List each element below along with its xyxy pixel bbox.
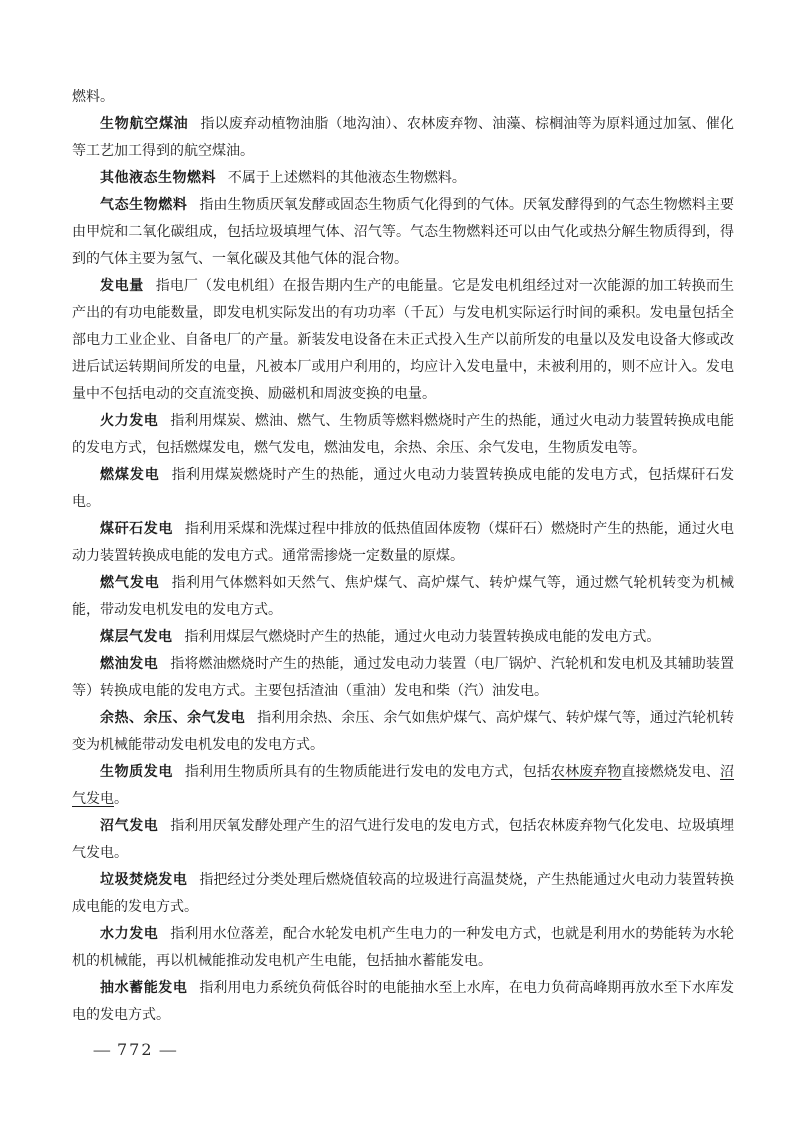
- definition-paragraph: [72, 462, 734, 516]
- definition-paragraph: [72, 408, 734, 462]
- page-footer: [88, 1036, 183, 1065]
- footer-left-dash: —: [92, 1043, 113, 1059]
- definition-text: 指把经过分类处理后燃烧值较高的垃圾进行高温焚烧，产生热能通过火电动力装置转换成电能的发电方式。: [72, 872, 735, 915]
- term-label: 垃圾焚烧发电: [100, 872, 188, 888]
- page-number: 772: [117, 1040, 154, 1059]
- definition-paragraph: [72, 624, 734, 651]
- definition-text: 指利用煤炭燃烧时产生的热能，通过火电动力装置转换成电能的发电方式，包括煤矸石发电。: [72, 467, 735, 510]
- term-label: 煤矸石发电: [100, 521, 173, 537]
- definition-text: 指利用水位落差，配合水轮发电机产生电力的一种发电方式，也就是利用水的势能转为水轮机的机械能，再以机械能推动发电机产生电能，包括抽水蓄能发电。: [72, 926, 735, 969]
- definition-text: 指将燃油燃烧时产生的热能，通过发电动力装置（电厂锅炉、汽轮机和发电机及其辅助装置等）转换成电能的发电方式。主要包括渣油（重油）发电和柴（汽）油发电。: [72, 656, 735, 699]
- definition-text: 指利用气体燃料如天然气、焦炉煤气、高炉煤气、转炉煤气等，通过燃气轮机转变为机械能，带动发电机发电的发电方式。: [72, 575, 735, 618]
- definition-text: 指利用余热、余压、余气如焦炉煤气、高炉煤气、转炉煤气等，通过汽轮机转变为机械能带动发电机发电的发电方式。: [72, 710, 735, 753]
- definition-text: 指利用厌氧发酵处理产生的沼气进行发电的发电方式，包括农林废弃物气化发电、垃圾填埋气发电。: [72, 818, 735, 861]
- term-label: 水力发电: [100, 926, 159, 942]
- definition-paragraph: [72, 705, 734, 759]
- definition-paragraph: [72, 111, 734, 165]
- document-body: [72, 84, 734, 1029]
- definition-paragraph: [72, 570, 734, 624]
- definition-text: 指以废弃动植物油脂（地沟油）、农林废弃物、油藻、棕榈油等为原料通过加氢、催化等工艺加工得到的航空煤油。: [72, 116, 735, 159]
- underlined-text: 沼气发电: [72, 764, 735, 807]
- definition-text: 不属于上述燃料的其他液态生物燃料。: [227, 170, 466, 186]
- definition-paragraph: [72, 273, 734, 408]
- definition-text: 指利用煤炭、燃油、燃气、生物质等燃料燃烧时产生的热能，通过火电动力装置转换成电能的发电方式，包括燃煤发电，燃气发电，燃油发电，余热、余压、余气发电，生物质发电等。: [72, 413, 735, 456]
- definition-text: 指由生物质厌氧发酵或固态生物质气化得到的气体。厌氧发酵得到的气态生物燃料主要由甲烷和二氧化碳组成，包括垃圾填埋气体、沼气等。气态生物燃料还可以由气化或热分解生物质得到，得到的气体主要为氢气、一氧化碳及其他气体的混合物。: [72, 197, 735, 267]
- definition-paragraph: [72, 165, 734, 192]
- term-label: 余热、余压、余气发电: [100, 710, 246, 726]
- definition-text: 指利用采煤和洗煤过程中排放的低热值固体废物（煤矸石）燃烧时产生的热能，通过火电动力装置转换成电能的发电方式。通常需掺烧一定数量的原煤。: [72, 521, 734, 564]
- definition-paragraph: [72, 975, 734, 1029]
- definition-paragraph-biomass: [72, 759, 734, 813]
- footer-right-dash: —: [158, 1043, 178, 1059]
- term-label: 气态生物燃料: [100, 197, 188, 213]
- definition-paragraph: [72, 867, 734, 921]
- term-label: 生物航空煤油: [100, 116, 189, 132]
- term-label: 其他液态生物燃料: [100, 170, 216, 186]
- continuation-paragraph: [72, 84, 734, 111]
- definition-text: 指利用生物质所具有的生物质能进行发电的发电方式，包括: [184, 764, 551, 780]
- definition-text: 指电厂（发电机组）在报告期内生产的电能量。它是发电机组经过对一次能源的加工转换而生产出的有功电能数量，即发电机实际发出的有功功率（千瓦）与发电机实际运行时间的乘积。发电量包括全部电力工业企业、自备电厂的产量。新装发电设备在未正式投入生产以前所发的电量以及发电设备大修或改进后试运转期间所发的电量，凡被本厂或用户利用的，均应计入发电量中，未被利用的，则不应计入。发电量中不包括电动的交直流变换、励磁机和周波变换的电量。: [72, 278, 735, 402]
- term-label: 燃气发电: [100, 575, 160, 591]
- definition-paragraph: [72, 651, 734, 705]
- definition-text: 。: [114, 791, 128, 807]
- term-label: 抽水蓄能发电: [100, 980, 188, 996]
- term-label: 燃煤发电: [100, 467, 160, 483]
- underlined-text: 农林废弃物: [551, 764, 622, 780]
- term-label: 火力发电: [100, 413, 159, 429]
- definition-text: 指利用煤层气燃烧时产生的热能，通过火电动力装置转换成电能的发电方式。: [184, 629, 661, 645]
- continuation-text: 燃料。: [72, 89, 114, 105]
- definition-text: 指利用电力系统负荷低谷时的电能抽水至上水库，在电力负荷高峰期再放水至下水库发电的发电方式。: [72, 980, 735, 1023]
- term-label: 发电量: [100, 278, 144, 294]
- term-label: 沼气发电: [100, 818, 159, 834]
- term-label: 煤层气发电: [100, 629, 173, 645]
- definition-text: 直接燃烧发电、: [621, 764, 721, 780]
- definition-paragraph: [72, 192, 734, 273]
- definition-paragraph: [72, 516, 734, 570]
- definition-paragraph: [72, 813, 734, 867]
- term-label: 生物质发电: [100, 764, 173, 780]
- definition-paragraph: [72, 921, 734, 975]
- term-label: 燃油发电: [100, 656, 159, 672]
